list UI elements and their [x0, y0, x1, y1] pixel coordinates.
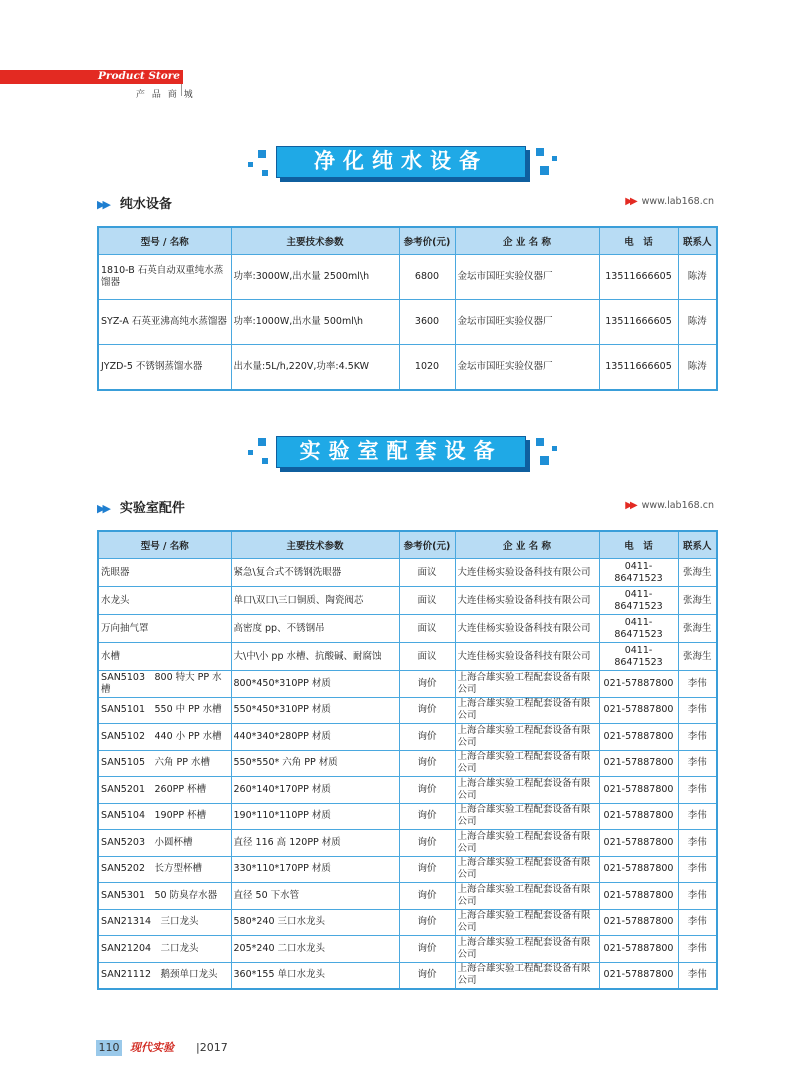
section-banner-pure-water: [248, 140, 558, 186]
section-heading-text: 纯水设备: [119, 197, 172, 212]
cell-spec: 550*550* 六角 PP 材质: [231, 750, 399, 777]
cell-company: 上海合雄实验工程配套设备有限公司: [455, 750, 599, 777]
cell-phone: 021-57887800: [599, 883, 678, 910]
section-heading-pure-water: [97, 193, 172, 212]
cell-phone: 0411-86471523: [599, 587, 678, 615]
decor-square: [258, 150, 266, 158]
cell-price: 6800: [399, 255, 455, 300]
cell-spec: 330*110*170PP 材质: [231, 856, 399, 883]
decor-square: [536, 438, 544, 446]
cell-company: 上海合雄实验工程配套设备有限公司: [455, 724, 599, 751]
cell-model: 水龙头: [98, 587, 231, 615]
cell-contact: 李伟: [678, 962, 717, 989]
cell-spec: 功率:3000W,出水量 2500ml\h: [231, 255, 399, 300]
cell-model: 1810-B 石英自动双重纯水蒸馏器: [98, 255, 231, 300]
cell-company: 金坛市国旺实验仪器厂: [455, 255, 599, 300]
cell-model: SAN5301 50 防臭存水器: [98, 883, 231, 910]
double-arrow-icon: ▶▶: [625, 500, 635, 511]
cell-price: 3600: [399, 300, 455, 345]
cell-price: 询价: [399, 883, 455, 910]
decor-square: [552, 156, 557, 161]
cell-price: 询价: [399, 803, 455, 830]
table-row: [98, 643, 717, 671]
cell-price: 面议: [399, 559, 455, 587]
cell-spec: 单口\双口\三口铜质、陶瓷阀芯: [231, 587, 399, 615]
cell-spec: 580*240 三口水龙头: [231, 909, 399, 936]
table-row: [98, 300, 717, 345]
magazine-title: 现代实验: [130, 1041, 174, 1054]
cell-contact: 陈涛: [678, 255, 717, 300]
cell-model: SAN5105 六角 PP 水槽: [98, 750, 231, 777]
cell-spec: 直径 116 高 120PP 材质: [231, 830, 399, 857]
column-header: 主要技术参数: [231, 531, 399, 559]
cell-spec: 功率:1000W,出水量 500ml\h: [231, 300, 399, 345]
table-row: [98, 587, 717, 615]
cell-contact: 李伟: [678, 697, 717, 724]
cell-spec: 550*450*310PP 材质: [231, 697, 399, 724]
section-banner-lab-equipment: [248, 430, 558, 476]
table-row: [98, 671, 717, 698]
cell-price: 询价: [399, 697, 455, 724]
column-header: 企 业 名 称: [455, 531, 599, 559]
table-row: [98, 962, 717, 989]
cell-contact: 李伟: [678, 671, 717, 698]
decor-square: [262, 170, 268, 176]
table-row: [98, 559, 717, 587]
cell-model: SAN5101 550 中 PP 水槽: [98, 697, 231, 724]
cell-phone: 021-57887800: [599, 936, 678, 963]
column-header: 型号 / 名称: [98, 227, 231, 255]
website-text[interactable]: www.lab168.cn: [641, 196, 714, 207]
section-heading-text: 实验室配件: [119, 501, 185, 516]
pure-water-table: [97, 226, 718, 391]
cell-company: 上海合雄实验工程配套设备有限公司: [455, 909, 599, 936]
decor-square: [248, 162, 253, 167]
brand-name-en: Product Store: [98, 70, 180, 82]
lab-parts-table: [97, 530, 718, 990]
cell-company: 上海合雄实验工程配套设备有限公司: [455, 856, 599, 883]
cell-spec: 205*240 二口水龙头: [231, 936, 399, 963]
table-row: [98, 803, 717, 830]
cell-spec: 190*110*110PP 材质: [231, 803, 399, 830]
cell-phone: 021-57887800: [599, 724, 678, 751]
cell-model: SAN21204 二口龙头: [98, 936, 231, 963]
page-number: 110: [96, 1040, 122, 1056]
cell-phone: 021-57887800: [599, 962, 678, 989]
cell-contact: 李伟: [678, 830, 717, 857]
cell-company: 上海合雄实验工程配套设备有限公司: [455, 671, 599, 698]
cell-model: SAN5202 长方型杯槽: [98, 856, 231, 883]
table-row: [98, 345, 717, 390]
decor-square: [536, 148, 544, 156]
cell-company: 大连佳杨实验设备科技有限公司: [455, 643, 599, 671]
cell-spec: 260*140*170PP 材质: [231, 777, 399, 804]
cell-contact: 李伟: [678, 777, 717, 804]
brand-name-cn: 产 品 商 城: [136, 90, 195, 100]
cell-contact: 李伟: [678, 909, 717, 936]
decor-square: [258, 438, 266, 446]
cell-contact: 李伟: [678, 856, 717, 883]
cell-contact: 李伟: [678, 750, 717, 777]
table-row: [98, 750, 717, 777]
cell-spec: 高密度 pp、不锈钢吊: [231, 615, 399, 643]
table-header-row: [98, 531, 717, 559]
cell-model: SAN5104 190PP 杯槽: [98, 803, 231, 830]
cell-contact: 张海生: [678, 587, 717, 615]
cell-contact: 李伟: [678, 936, 717, 963]
cell-phone: 021-57887800: [599, 697, 678, 724]
cell-company: 大连佳杨实验设备科技有限公司: [455, 587, 599, 615]
cell-phone: 021-57887800: [599, 750, 678, 777]
column-header: 电 话: [599, 531, 678, 559]
website-label: [625, 196, 714, 207]
cell-price: 询价: [399, 962, 455, 989]
banner-title: 净化纯水设备: [314, 149, 488, 173]
cell-contact: 陈涛: [678, 345, 717, 390]
cell-phone: 021-57887800: [599, 856, 678, 883]
cell-contact: 张海生: [678, 559, 717, 587]
cell-phone: 0411-86471523: [599, 643, 678, 671]
table-header-row: [98, 227, 717, 255]
cell-model: JYZD-5 不锈钢蒸馏水器: [98, 345, 231, 390]
issue-year: |2017: [196, 1041, 228, 1054]
cell-phone: 021-57887800: [599, 830, 678, 857]
cell-phone: 13511666605: [599, 345, 678, 390]
cell-phone: 0411-86471523: [599, 559, 678, 587]
cell-company: 上海合雄实验工程配套设备有限公司: [455, 697, 599, 724]
cell-contact: 陈涛: [678, 300, 717, 345]
cell-model: SAN5201 260PP 杯槽: [98, 777, 231, 804]
cell-price: 面议: [399, 587, 455, 615]
cell-model: SAN5203 小圆杯槽: [98, 830, 231, 857]
decor-square: [248, 450, 253, 455]
cell-model: 洗眼器: [98, 559, 231, 587]
column-header: 型号 / 名称: [98, 531, 231, 559]
website-label: [625, 500, 714, 511]
cell-company: 上海合雄实验工程配套设备有限公司: [455, 962, 599, 989]
cell-contact: 张海生: [678, 643, 717, 671]
cell-company: 大连佳杨实验设备科技有限公司: [455, 559, 599, 587]
cell-model: SAN5102 440 小 PP 水槽: [98, 724, 231, 751]
table-row: [98, 830, 717, 857]
website-text[interactable]: www.lab168.cn: [641, 500, 714, 511]
cell-phone: 021-57887800: [599, 777, 678, 804]
cell-price: 询价: [399, 671, 455, 698]
column-header: 企 业 名 称: [455, 227, 599, 255]
cell-price: 询价: [399, 936, 455, 963]
cell-company: 上海合雄实验工程配套设备有限公司: [455, 777, 599, 804]
cell-company: 金坛市国旺实验仪器厂: [455, 345, 599, 390]
cell-price: 询价: [399, 856, 455, 883]
cell-phone: 13511666605: [599, 255, 678, 300]
cell-price: 面议: [399, 643, 455, 671]
cell-spec: 出水量:5L/h,220V,功率:4.5KW: [231, 345, 399, 390]
cell-spec: 大\中\小 pp 水槽、抗酸碱、耐腐蚀: [231, 643, 399, 671]
column-header: 联系人: [678, 531, 717, 559]
cell-price: 1020: [399, 345, 455, 390]
cell-spec: 440*340*280PP 材质: [231, 724, 399, 751]
double-arrow-icon: ▶▶: [625, 196, 635, 207]
cell-price: 询价: [399, 830, 455, 857]
decor-square: [552, 446, 557, 451]
double-arrow-icon: ▶▶: [97, 198, 108, 211]
cell-model: SYZ-A 石英亚沸高纯水蒸馏器: [98, 300, 231, 345]
cell-model: SAN21314 三口龙头: [98, 909, 231, 936]
cell-spec: 紧急\复合式不锈钢洗眼器: [231, 559, 399, 587]
cell-contact: 李伟: [678, 883, 717, 910]
section-heading-lab-parts: [97, 497, 185, 516]
cell-company: 上海合雄实验工程配套设备有限公司: [455, 803, 599, 830]
cell-price: 面议: [399, 615, 455, 643]
cell-spec: 800*450*310PP 材质: [231, 671, 399, 698]
cell-spec: 360*155 单口水龙头: [231, 962, 399, 989]
decor-square: [262, 458, 268, 464]
cell-model: 万向抽气罩: [98, 615, 231, 643]
column-header: 电 话: [599, 227, 678, 255]
cell-price: 询价: [399, 724, 455, 751]
table-row: [98, 255, 717, 300]
decor-square: [540, 456, 549, 465]
cell-phone: 0411-86471523: [599, 615, 678, 643]
table-row: [98, 615, 717, 643]
table-row: [98, 777, 717, 804]
cell-model: SAN5103 800 特大 PP 水槽: [98, 671, 231, 698]
table-row: [98, 936, 717, 963]
double-arrow-icon: ▶▶: [97, 502, 108, 515]
issue-year-text: 2017: [199, 1041, 228, 1054]
column-header: 主要技术参数: [231, 227, 399, 255]
table-row: [98, 909, 717, 936]
table-row: [98, 697, 717, 724]
banner-title: 实验室配套设备: [299, 439, 503, 463]
cell-phone: 021-57887800: [599, 803, 678, 830]
column-header: 参考价(元): [399, 531, 455, 559]
cell-company: 大连佳杨实验设备科技有限公司: [455, 615, 599, 643]
cell-company: 上海合雄实验工程配套设备有限公司: [455, 883, 599, 910]
cell-company: 上海合雄实验工程配套设备有限公司: [455, 936, 599, 963]
cell-phone: 13511666605: [599, 300, 678, 345]
cell-company: 上海合雄实验工程配套设备有限公司: [455, 830, 599, 857]
decor-square: [540, 166, 549, 175]
column-header: 联系人: [678, 227, 717, 255]
column-header: 参考价(元): [399, 227, 455, 255]
table-row: [98, 856, 717, 883]
cell-price: 询价: [399, 909, 455, 936]
cell-contact: 李伟: [678, 724, 717, 751]
cell-model: SAN21112 鹅颈单口龙头: [98, 962, 231, 989]
table-row: [98, 883, 717, 910]
cell-contact: 李伟: [678, 803, 717, 830]
cell-model: 水槽: [98, 643, 231, 671]
cell-price: 询价: [399, 750, 455, 777]
cell-spec: 直径 50 下水管: [231, 883, 399, 910]
table-row: [98, 724, 717, 751]
cell-phone: 021-57887800: [599, 909, 678, 936]
cell-company: 金坛市国旺实验仪器厂: [455, 300, 599, 345]
cell-price: 询价: [399, 777, 455, 804]
brand-bar: [0, 70, 183, 84]
cell-contact: 张海生: [678, 615, 717, 643]
cell-phone: 021-57887800: [599, 671, 678, 698]
